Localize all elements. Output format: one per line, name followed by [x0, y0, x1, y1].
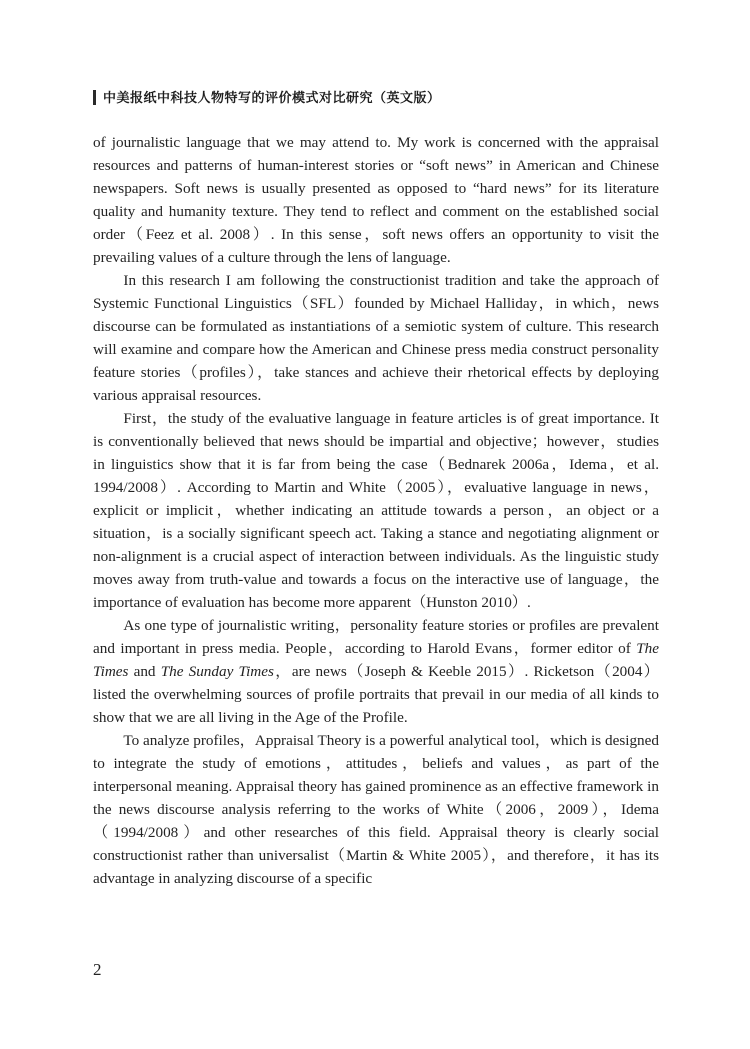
text-segment: ，are news（Joseph & Keeble 2015）. Ricketson（2004）listed the overwhelming sources of profile portraits that prevail in our media of all kinds to show that we are all living in the Age of the Profile. [93, 663, 659, 726]
paragraph [93, 614, 659, 729]
body-text [93, 131, 659, 890]
italic-book-title: The Sunday Times [160, 663, 274, 680]
paragraph [93, 407, 659, 614]
paragraph [93, 729, 659, 890]
text-segment: In this research I am following the constructionist tradition and take the approach of Systemic Functional Linguistics（SFL）founded by Michael Halliday，in which，news discourse can be formulated as instantiations of a semiotic system of culture. This research will examine and compare how the American and Chinese press media construct personality feature stories（profiles），take stances and achieve their rhetorical effects by deploying various appraisal resources. [93, 272, 659, 404]
text-segment: of journalistic language that we may attend to. My work is concerned with the appraisal resources and patterns of human-interest stories or “soft news” in American and Chinese newspapers. Soft news is usually presented as opposed to “hard news” for its literature quality and humanity texture. They tend to reflect and comment on the established social order（Feez et al. 2008）. In this sense，soft news offers an opportunity to visit the prevailing values of a culture through the lens of language. [93, 134, 659, 266]
paragraph [93, 269, 659, 407]
paragraph [93, 131, 659, 269]
text-segment: To analyze profiles，Appraisal Theory is a powerful analytical tool，which is designed to integrate the study of emotions，attitudes，beliefs and values，as part of the interpersonal meaning. Appraisal theory has gained prominence as an effective framework in the news discourse analysis referring to the works of White（2006，2009），Idema（1994/2008）and other researches of this field. Appraisal theory is clearly social constructionist rather than universalist（Martin & White 2005），and therefore，it has its advantage in analyzing discourse of a specific [93, 732, 659, 887]
italic-book-title: The Times [93, 640, 659, 680]
text-segment: and [128, 663, 161, 680]
page-number: 2 [93, 960, 102, 979]
text-segment: First，the study of the evaluative language in feature articles is of great importance. It is conventionally believed that news should be impartial and objective；however，studies in linguistics show that it is far from being the case（Bednarek 2006a，Idema，et al. 1994/2008）. According to Martin and White（2005），evaluative language in news，explicit or implicit，whether indicating an attitude towards a person，an object or a situation，is a socially significant speech act. Taking a stance and negotiating alignment or non-alignment is a crucial aspect of interaction between individuals. As the linguistic study moves away from truth-value and towards a focus on the interactive use of language，the importance of evaluation has become more apparent（Hunston 2010）. [93, 410, 659, 611]
text-segment: As one type of journalistic writing，personality feature stories or profiles are prevalent and important in press media. People，according to Harold Evans，former editor of [93, 617, 659, 657]
running-header: 中美报纸中科技人物特写的评价模式对比研究（英文版） [93, 90, 659, 105]
